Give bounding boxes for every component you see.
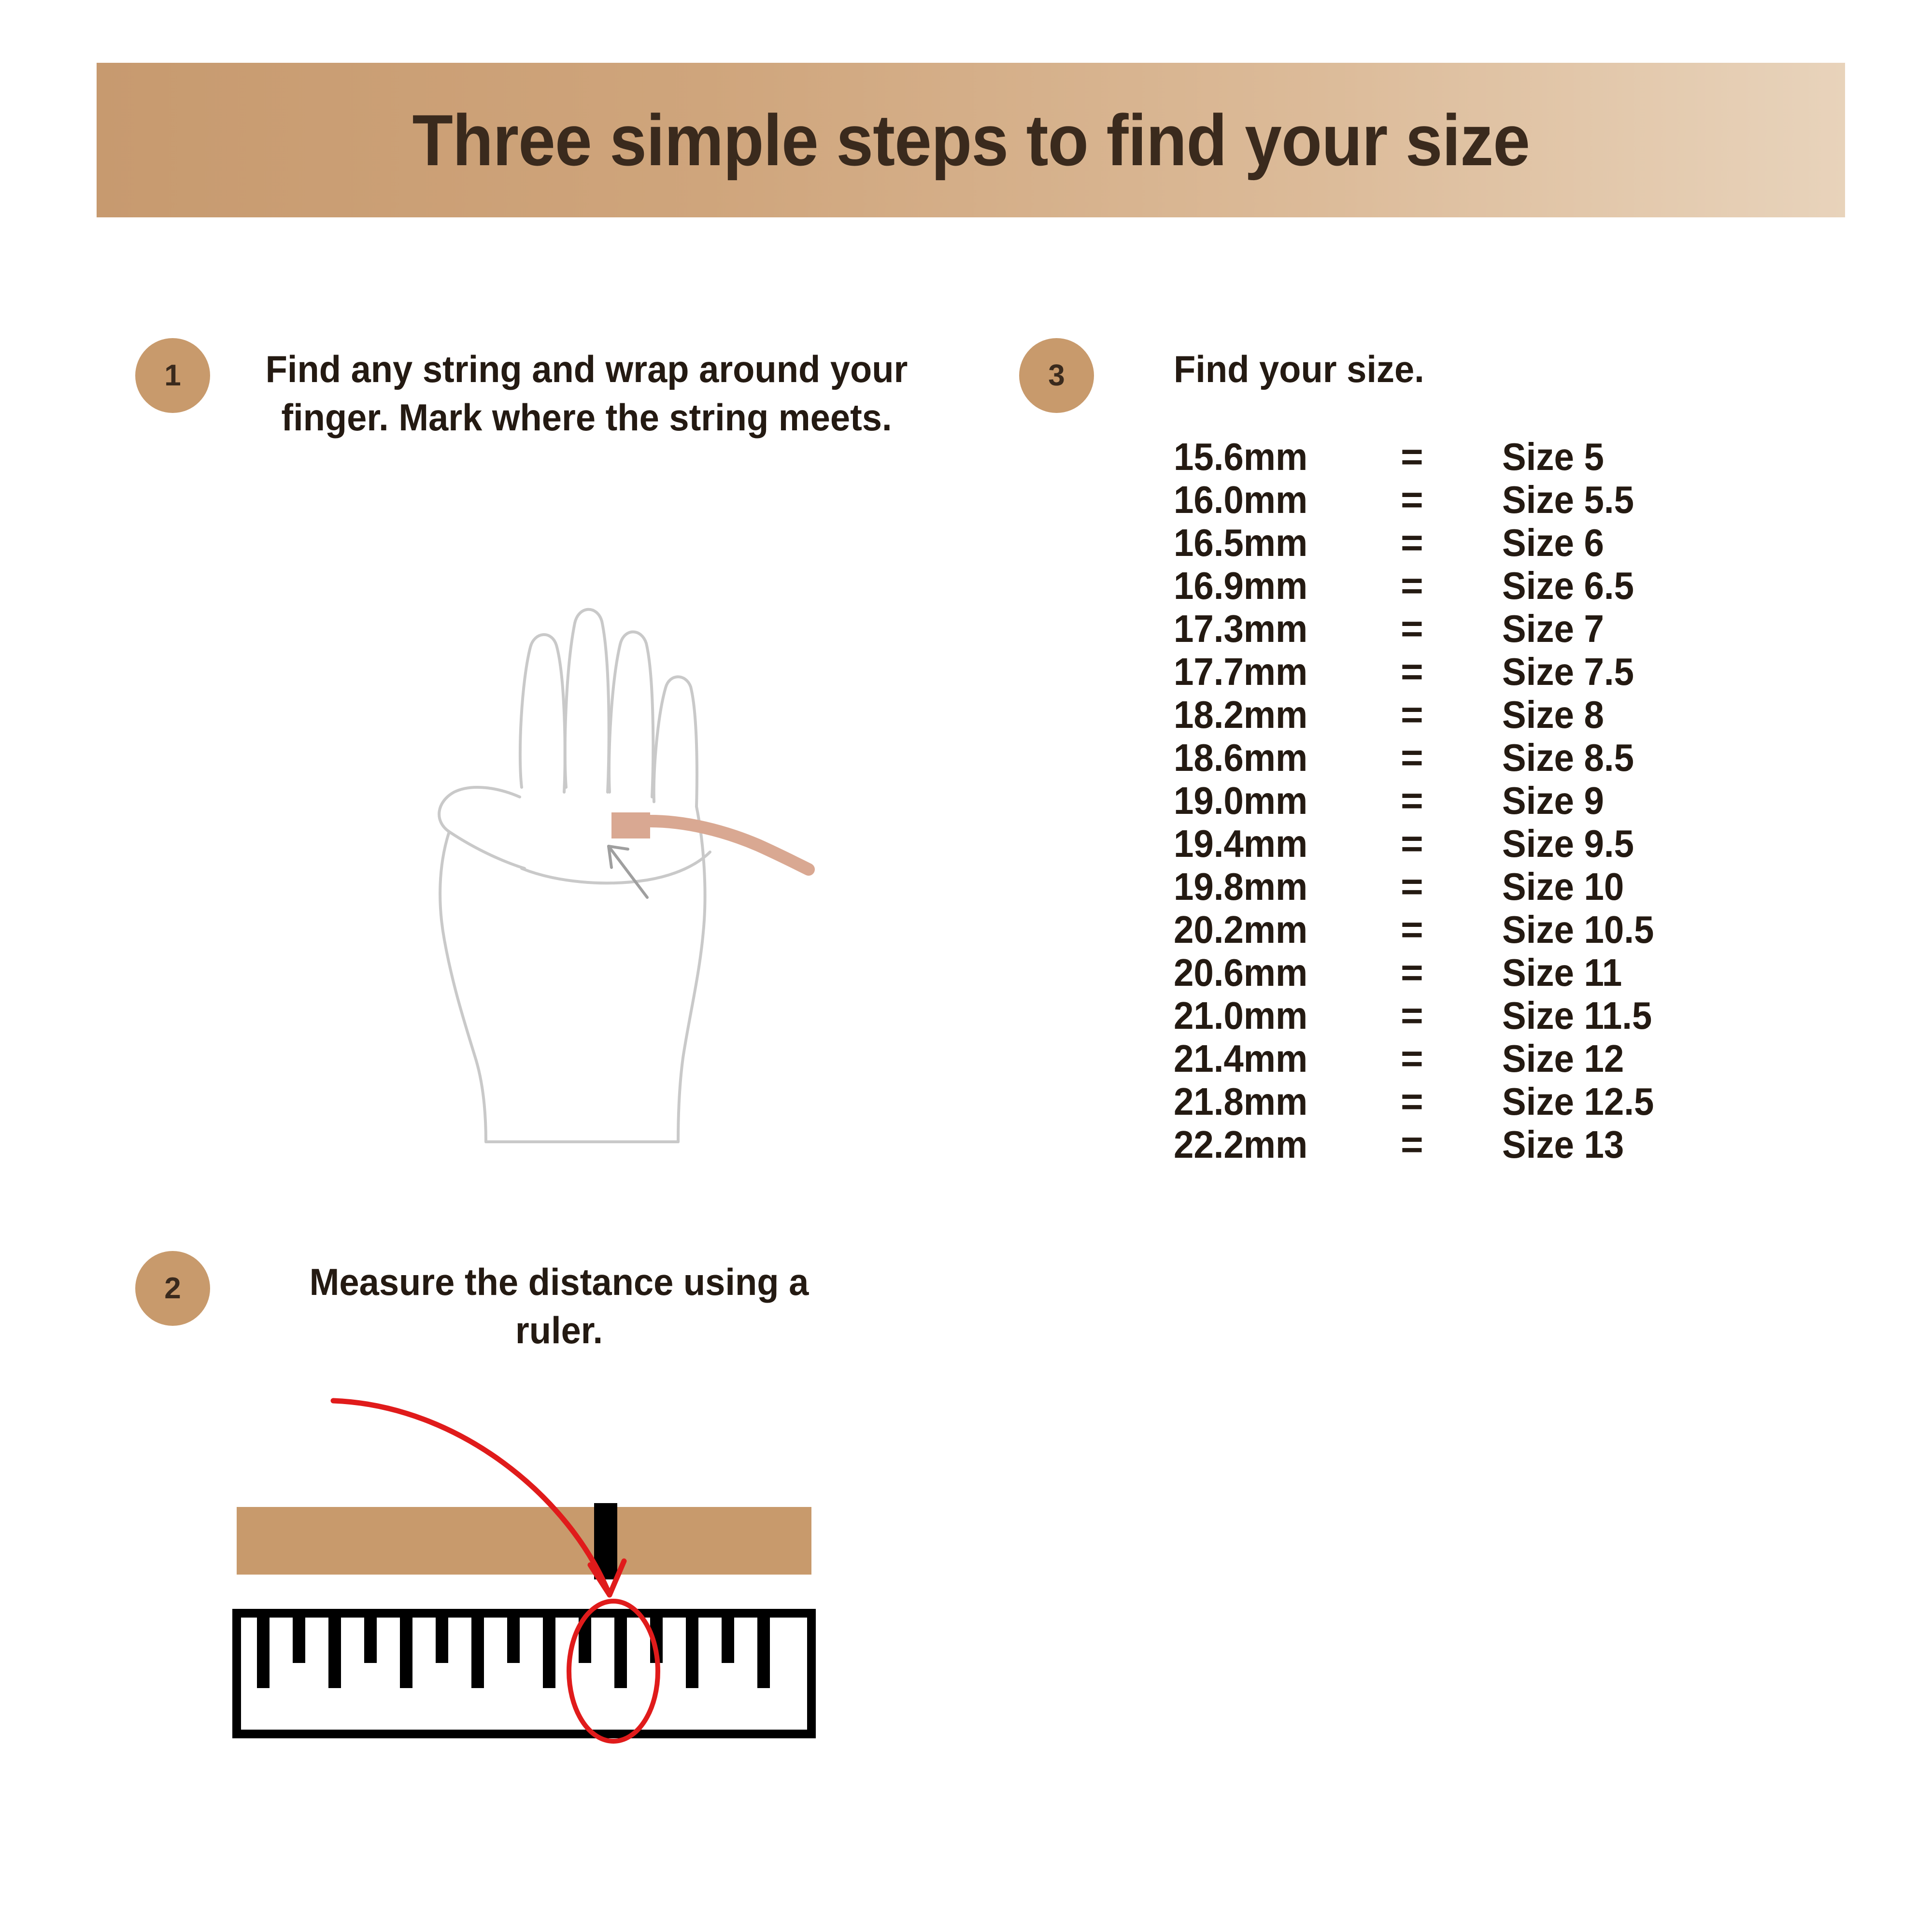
size-table-row [1174,607,1826,650]
size-table-row [1174,994,1826,1037]
size-measurement-cell: 19.0mm [1174,779,1308,822]
size-table-row [1174,435,1826,478]
size-measurement-cell: 17.3mm [1174,607,1308,650]
size-table-row [1174,736,1826,779]
ring-size-table [1174,435,1826,1165]
step-number-label-1: 1 [164,359,181,392]
size-measurement-cell: 20.6mm [1174,951,1308,994]
size-table-row [1174,951,1826,994]
size-value-cell: Size 10.5 [1502,908,1654,951]
equals-symbol: = [1401,521,1423,564]
size-measurement-cell: 21.8mm [1174,1080,1308,1123]
equals-symbol: = [1401,607,1423,650]
size-value-cell: Size 12.5 [1502,1080,1654,1123]
size-table-row [1174,1080,1826,1122]
size-measurement-cell: 15.6mm [1174,435,1308,478]
equals-symbol: = [1401,736,1423,779]
size-value-cell: Size 8.5 [1502,736,1634,779]
size-measurement-cell: 16.5mm [1174,521,1308,564]
equals-symbol: = [1401,693,1423,736]
equals-symbol: = [1401,478,1423,521]
size-value-cell: Size 12 [1502,1037,1624,1080]
equals-symbol: = [1401,908,1423,951]
step-instruction-2: Measure the distance using a ruler. [309,1261,809,1351]
size-value-cell: Size 9.5 [1502,822,1634,865]
size-value-cell: Size 7.5 [1502,650,1634,693]
step-number-badge-1 [135,338,210,413]
step-number-label-2: 2 [164,1272,181,1305]
size-measurement-cell: 22.2mm [1174,1123,1308,1166]
step-number-label-3: 3 [1048,359,1065,392]
size-value-cell: Size 9 [1502,779,1604,822]
size-measurement-cell: 18.6mm [1174,736,1308,779]
size-table-row [1174,1037,1826,1080]
step-instruction-1: Find any string and wrap around your finger. Mark where the string meets. [265,348,908,439]
pointer-arrow-icon [609,846,647,897]
equals-symbol: = [1401,822,1423,865]
equals-symbol: = [1401,650,1423,693]
size-value-cell: Size 7 [1502,607,1604,650]
size-value-cell: Size 5.5 [1502,478,1634,521]
equals-symbol: = [1401,1037,1423,1080]
equals-symbol: = [1401,564,1423,607]
size-table-row [1174,1122,1826,1165]
string-band-bar [237,1507,811,1575]
size-value-cell: Size 5 [1502,435,1604,478]
size-value-cell: Size 11.5 [1502,994,1652,1037]
size-table-row [1174,564,1826,607]
step-number-badge-2 [135,1251,210,1326]
equals-symbol: = [1401,994,1423,1037]
size-measurement-cell: 16.9mm [1174,564,1308,607]
size-measurement-cell: 17.7mm [1174,650,1308,693]
size-table-row [1174,478,1826,521]
header-banner [97,63,1845,217]
size-measurement-cell: 16.0mm [1174,478,1308,521]
size-value-cell: Size 6 [1502,521,1604,564]
size-table-row [1174,650,1826,693]
size-table-row [1174,693,1826,736]
size-table-row [1174,908,1826,951]
string-and-ruler-illustration [232,1377,889,1763]
equals-symbol: = [1401,865,1423,908]
size-measurement-cell: 18.2mm [1174,693,1308,736]
size-table-row [1174,779,1826,822]
size-table-row [1174,521,1826,564]
size-measurement-cell: 19.4mm [1174,822,1308,865]
size-measurement-cell: 19.8mm [1174,865,1308,908]
equals-symbol: = [1401,1080,1423,1123]
page-title: Three simple steps to find your size [412,99,1530,181]
size-value-cell: Size 10 [1502,865,1624,908]
step-number-badge-3 [1019,338,1094,413]
size-measurement-cell: 21.4mm [1174,1037,1308,1080]
equals-symbol: = [1401,779,1423,822]
size-measurement-cell: 20.2mm [1174,908,1308,951]
size-value-cell: Size 6.5 [1502,564,1634,607]
equals-symbol: = [1401,435,1423,478]
size-table-row [1174,822,1826,865]
equals-symbol: = [1401,1123,1423,1166]
size-measurement-cell: 21.0mm [1174,994,1308,1037]
size-value-cell: Size 11 [1502,951,1622,994]
hand-with-string-illustration [377,594,860,1174]
string-band [611,812,809,869]
size-table-row [1174,865,1826,908]
size-value-cell: Size 8 [1502,693,1604,736]
step-instruction-3: Find your size. [1174,348,1424,390]
equals-symbol: = [1401,951,1423,994]
size-value-cell: Size 13 [1502,1123,1624,1166]
